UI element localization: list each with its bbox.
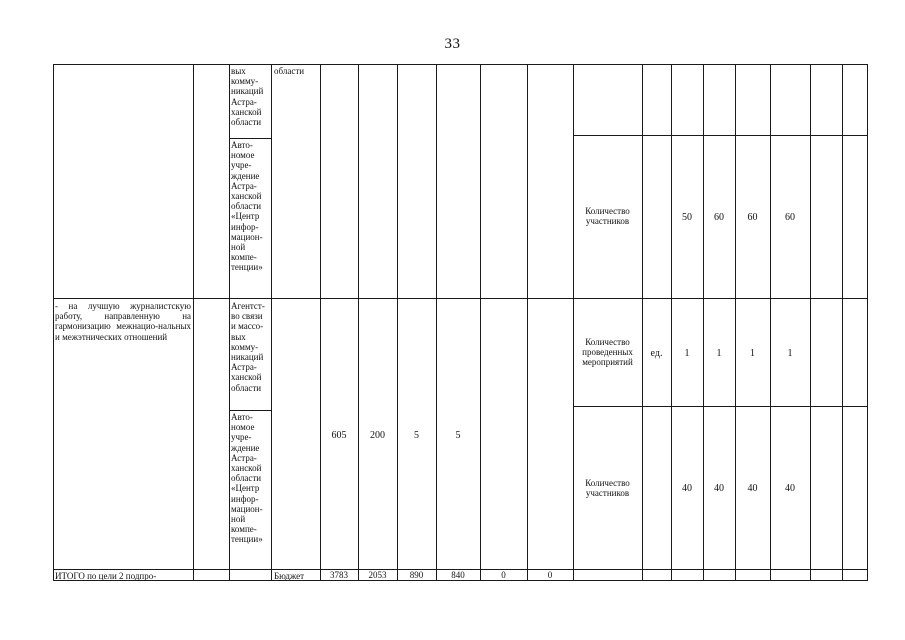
cell-value: 50 bbox=[682, 212, 692, 223]
col-border bbox=[527, 64, 528, 581]
cell-total-value: 840 bbox=[451, 570, 465, 580]
cell-value: 1 bbox=[684, 348, 690, 359]
col-border bbox=[53, 64, 54, 581]
col-border bbox=[867, 64, 868, 581]
page-number: 33 bbox=[444, 36, 461, 52]
col-border bbox=[320, 64, 321, 581]
col-border bbox=[703, 64, 704, 581]
cell-unit: ед. bbox=[650, 348, 663, 359]
row-divider bbox=[573, 406, 867, 407]
col-border bbox=[358, 64, 359, 581]
row-divider bbox=[53, 298, 867, 299]
table-border-top bbox=[53, 64, 867, 65]
cell-value: 40 bbox=[714, 483, 724, 494]
cell-total-value: 0 bbox=[547, 570, 553, 580]
col-border bbox=[671, 64, 672, 581]
col-border bbox=[642, 64, 643, 581]
cell-value: 60 bbox=[785, 212, 795, 223]
cell-value: 1 bbox=[716, 348, 722, 359]
cell-contest-label: - на лучшую журналистскую работу, направленную на гармонизацию межнацио-нальных и межэтнических отношений bbox=[55, 301, 191, 342]
cell-total-value: 890 bbox=[409, 570, 424, 580]
row-divider bbox=[573, 135, 867, 136]
cell-institution-top: Авто- номое учре- ждение Астра- ханской области «Центр инфор- мацион- ной компе- тенции» bbox=[231, 140, 263, 273]
cell-funding: 200 bbox=[370, 430, 385, 441]
cell-institution-contest: Авто- номое учре- ждение Астра- ханской области «Центр инфор- мацион- ной компе- тенции» bbox=[231, 412, 263, 545]
col-border bbox=[271, 64, 272, 581]
cell-value: 60 bbox=[747, 212, 758, 223]
cell-value: 40 bbox=[747, 483, 758, 494]
cell-value: 40 bbox=[682, 483, 692, 494]
cell-indicator-contest: Количество проведенных мероприятий bbox=[582, 337, 633, 368]
cell-agency-top: вых комму- никаций Астра- ханской области bbox=[231, 66, 264, 128]
cell-total-label: ИТОГО по цели 2 подпро- bbox=[55, 571, 157, 581]
row-divider bbox=[229, 138, 271, 139]
cell-indicator-top: Количество участников bbox=[585, 206, 630, 227]
col-border bbox=[770, 64, 771, 581]
cell-value: 1 bbox=[750, 348, 755, 359]
cell-total-value: 2053 bbox=[368, 570, 387, 580]
cell-agency-contest: Агентст- во связи и массо- вых комму- никаций Астра- ханской области bbox=[231, 301, 265, 393]
cell-value: 60 bbox=[714, 212, 724, 223]
col-border bbox=[397, 64, 398, 581]
cell-value: 40 bbox=[785, 483, 795, 494]
col-border bbox=[229, 64, 230, 581]
row-divider bbox=[229, 410, 271, 411]
col-border bbox=[842, 64, 843, 581]
col-border bbox=[735, 64, 736, 581]
cell-funding: 5 bbox=[414, 430, 419, 441]
col-border bbox=[810, 64, 811, 581]
col-border bbox=[193, 64, 194, 581]
cell-source-top: области bbox=[274, 66, 305, 76]
col-border bbox=[480, 64, 481, 581]
cell-funding: 5 bbox=[455, 430, 461, 441]
cell-total-value: 3783 bbox=[330, 570, 348, 580]
col-border bbox=[436, 64, 437, 581]
cell-value: 1 bbox=[787, 348, 793, 359]
cell-funding: 605 bbox=[331, 430, 347, 441]
cell-total-value: 0 bbox=[501, 570, 506, 580]
cell-indicator-contest-participants: Количество участников bbox=[585, 478, 630, 499]
col-border bbox=[573, 64, 574, 581]
cell-total-source: Бюджет bbox=[274, 571, 305, 581]
